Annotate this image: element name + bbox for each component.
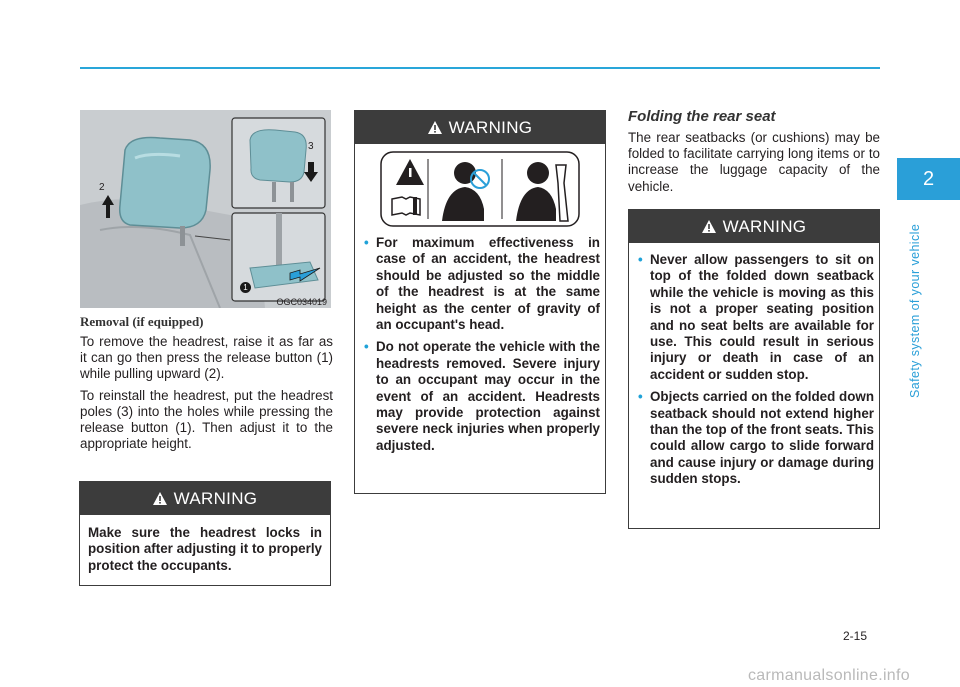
warning-header	[355, 111, 605, 144]
warning-box-headrest-adjust	[354, 110, 606, 494]
warning-bullet: • Do not operate the vehicle with the headrests removed. Severe injury to an occupant may occur in the event of an accident. Headrests may provide protection against severe neck injuries when properly adjusted.	[364, 339, 600, 454]
warning-triangle-icon	[428, 121, 442, 134]
watermark: carmanualsonline.info	[748, 667, 910, 684]
warning-header	[80, 482, 330, 515]
warning-bullet-list	[364, 235, 600, 460]
folding-title: Folding the rear seat	[628, 108, 776, 125]
warning-header	[629, 210, 879, 243]
warning-box-headrest	[79, 481, 331, 586]
warning-title: WARNING	[173, 488, 258, 508]
headrest-figure	[80, 110, 331, 308]
figure-code: OGC034019	[276, 297, 327, 307]
warning-text: Make sure the headrest locks in position after adjusting it to properly protect the occupants.	[88, 525, 322, 573]
warning-bullet-list	[638, 252, 874, 494]
callout-2: 2	[99, 182, 105, 193]
warning-triangle-icon	[702, 220, 716, 233]
chapter-tab	[897, 158, 960, 200]
page-number: 2-15	[843, 629, 868, 643]
callout-1: 1	[240, 282, 251, 293]
warning-title: WARNING	[448, 117, 533, 137]
chapter-number: 2	[922, 167, 935, 190]
removal-paragraph-2: To reinstall the headrest, put the headrest poles (3) into the holes while pressing the release button (1). Then adjust it to the appropriate height.	[80, 388, 333, 451]
chapter-label: Safety system of your vehicle	[908, 223, 922, 398]
warning-bullet: • For maximum effectiveness in case of an accident, the headrest should be adjusted so the middle of the headrest is at the same height as the center of gravity of an occupant's head.	[364, 235, 600, 333]
callout-3: 3	[308, 141, 314, 152]
warning-box-rear-seat	[628, 209, 880, 529]
warning-bullet: • Never allow passengers to sit on top of the folded down seatback while the vehicle is moving as this is not a proper seating position and no seat belts are available for use. This could result in serious injury or death in case of an accident or sudden stop.	[638, 252, 874, 383]
removal-paragraph-1: To remove the headrest, raise it as far as it can go then press the release button (1) while pulling upward (2).	[80, 334, 333, 381]
removal-heading: Removal (if equipped)	[80, 314, 204, 329]
top-rule	[80, 67, 880, 69]
warning-title: WARNING	[722, 216, 807, 236]
folding-paragraph: The rear seatbacks (or cushions) may be folded to facilitate carrying long items or to increase the luggage capacity of the vehicle.	[628, 130, 880, 194]
headrest-illustration	[80, 110, 331, 308]
warning-triangle-icon	[153, 492, 167, 505]
warning-bullet: • Objects carried on the folded down seatback should not extend higher than the top of the front seats. This could allow cargo to slide forward and cause injury or damage during sudden stops.	[638, 389, 874, 487]
warning-pictogram	[380, 151, 580, 227]
